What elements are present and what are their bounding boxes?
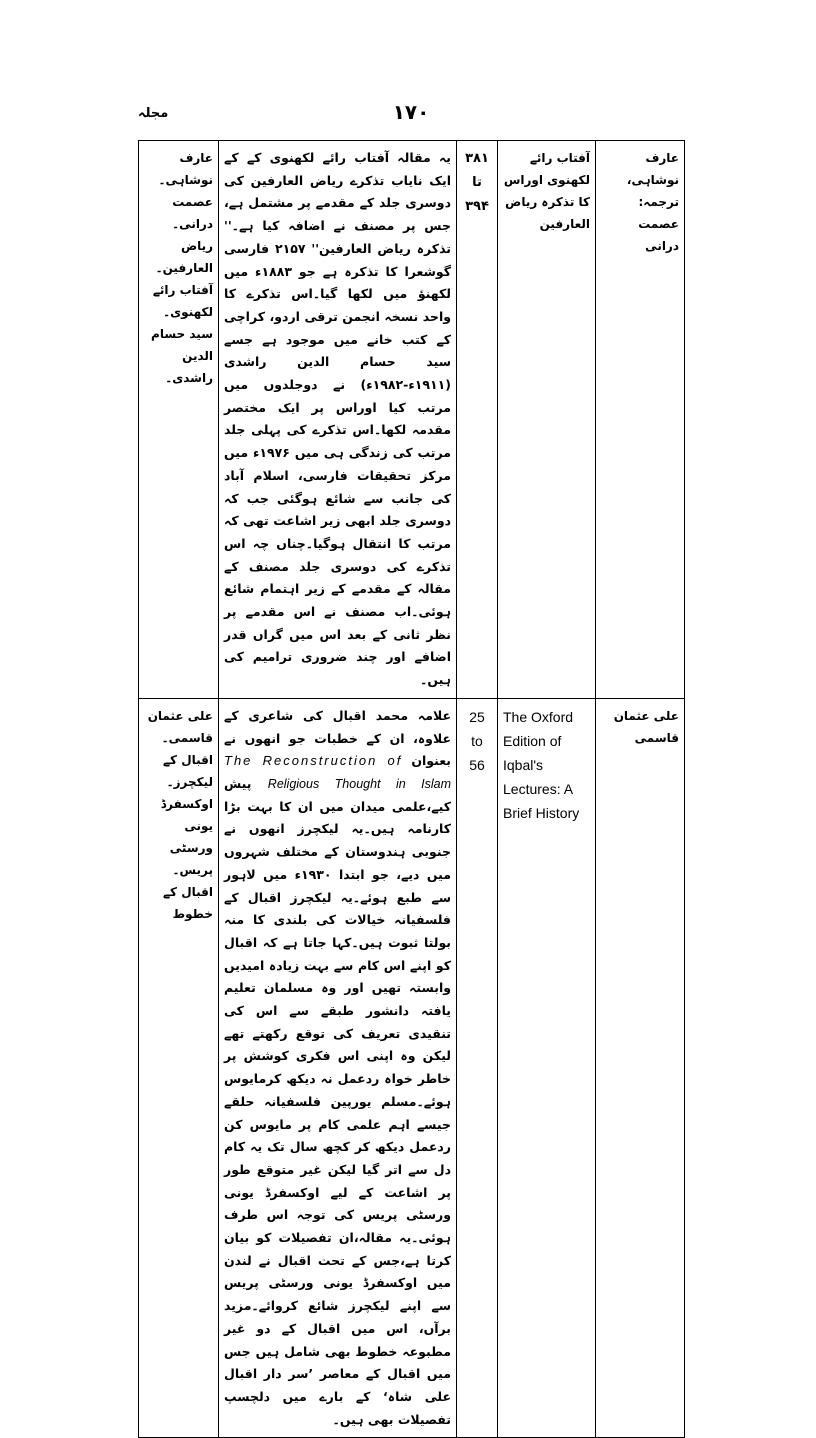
page-to-word: تا (472, 175, 482, 190)
title-cell (498, 141, 596, 699)
summary-lead: علامہ محمد اقبال کی شاعری کے علاوہ، ان کے خطبات جو انھوں نے بعنوان (224, 707, 451, 769)
topics-text: عارف نوشاہی۔ عصمت درانی۔ ریاض العارفین۔ آفتاب رائے لکھنوی۔سید حسام الدین راشدی۔ (151, 151, 213, 385)
author-cell (596, 698, 685, 1438)
title-cell (498, 698, 596, 1438)
page-header (138, 100, 684, 130)
page-from: 25 (469, 708, 485, 725)
summary-cell (219, 698, 457, 1438)
pages-range (462, 705, 492, 777)
table-row (139, 698, 685, 1438)
table-row (139, 141, 685, 699)
pages-cell (457, 698, 498, 1438)
author-name: علی عثمان قاسمی (613, 708, 679, 745)
summary-text: یہ مقالہ آفتاب رائے لکھنوی کے کے ایک نایاب تذکرے ریاض العارفین کی دوسری جلد کے مقدمے پر مشتمل ہے، جس پر مصنف نے اضافہ کیا ہے۔'' تذکرہ ریاض العارفین'' ۲۱۵۷ فارسی گوشعرا کا تذکرہ ہے جو ۱۸۸۳ء میں لکھنؤ میں لکھا گیا۔اس تذکرے کا واحد نسخہ انجمن ترقی اردو، کراچی کے کتب خانے میں موجود ہے جسے سید حسام الدین راشدی (۱۹۱۱ء-۱۹۸۲ء) نے دوجلدوں میں مرتب کیا اوراس پر ایک مختصر مقدمہ لکھا۔اس تذکرے کی پہلی جلد مرتب کی زندگی ہی میں ۱۹۷۶ء میں مرکز تحقیقات فارسی، اسلام آباد کی جانب سے شائع ہوگئی جب کہ دوسری جلد ابھی زیر اشاعت تھی کہ مرتب کا انتقال ہوگیا۔چناں چہ اس تذکرے کی دوسری جلد مصنف کے مقالہ کے مقدمے کے زیر اہتمام شائع ہوئی۔اب مصنف نے اس مقدمے پر نظر ثانی کے بعد اس میں گراں قدر اضافے اور چند ضروری ترامیم کی ہیں۔ (224, 150, 451, 688)
article-title: The Oxford Edition of Iqbal's Lectures: A Brief History (503, 708, 580, 821)
page-to-word: to (471, 732, 483, 749)
summary-rest: پیش کیے،علمی میدان میں ان کا بہت بڑا کارنامہ ہیں۔یہ لیکچرز انھوں نے جنوبی ہندوستان کے مختلف شہروں میں دیے، جو ابتدا ۱۹۳۰ء میں لاہور سے طبع ہوئے۔یہ لیکچرز اقبال کے فلسفیانہ خیالات کی بلندی کا منہ بولتا ثبوت ہیں۔کہا جاتا ہے کہ اقبال کو اپنے اس کام سے بہت زیادہ امیدیں وابستہ تھیں اور وہ مسلمان تعلیم یافتہ دانشور طبقے سے اس کی تنقیدی تعریف کی توقع رکھتے تھے لیکن وہ اپنی اس فکری کوشش پر خاطر خواہ ردعمل نہ دیکھ کرمایوس ہوئے۔مسلم یورپین فلسفیانہ حلقے جیسے اہم علمی کام پر مایوس کن ردعمل دیکھ کر کچھ سال تک یہ کام دل سے اتر گیا لیکن غیر متوقع طور پر اشاعت کے لیے اوکسفرڈ یونی ورسٹی پریس کی توجہ اس طرف ہوئی۔یہ مقالہ،ان تفصیلات کو بیان کرتا ہے،جس کے تحت اقبال نے لندن میں اوکسفرڈ یونی ورسٹی پریس سے اپنے لیکچرز شائع کروائے۔مزید برآں، اس میں اقبال کے دو غیر مطبوعہ خطوط بھی شامل ہیں جس میں اقبال کے معاصر ’سر دار اقبال علی شاہ‘ کے بارے میں دلچسپ تفصیلات بھی ہیں۔ (224, 775, 451, 1427)
topics-text: علی عثمان قاسمی۔ اقبال کے لیکچرز۔ اوکسفرڈ یونی ورسٹی پریس۔ اقبال کے خطوط (147, 708, 213, 921)
author-name: عارف نوشاہی، ترجمہ: عصمت درانی (626, 151, 679, 253)
page-to: 56 (469, 756, 485, 773)
summary-latin-title-2: Religious Thought in Islam (267, 776, 451, 791)
page-number: ۱۷۰ (392, 100, 430, 124)
pages-cell (457, 141, 498, 699)
journal-name: مجلہ (138, 106, 169, 121)
index-table (138, 140, 685, 1438)
topics-cell (139, 698, 219, 1438)
author-cell (596, 141, 685, 699)
page-to: ۳۹۴ (465, 199, 489, 214)
pages-range (462, 147, 492, 219)
summary-latin-title-1: The Reconstruction of (224, 753, 403, 769)
summary-cell (219, 141, 457, 699)
page-from: ۳۸۱ (465, 151, 489, 166)
summary-text (224, 705, 451, 1432)
topics-cell (139, 141, 219, 699)
article-title: آفتاب رائے لکھنوی اوراس کا تذکرہ ریاض العارفین (503, 151, 590, 231)
